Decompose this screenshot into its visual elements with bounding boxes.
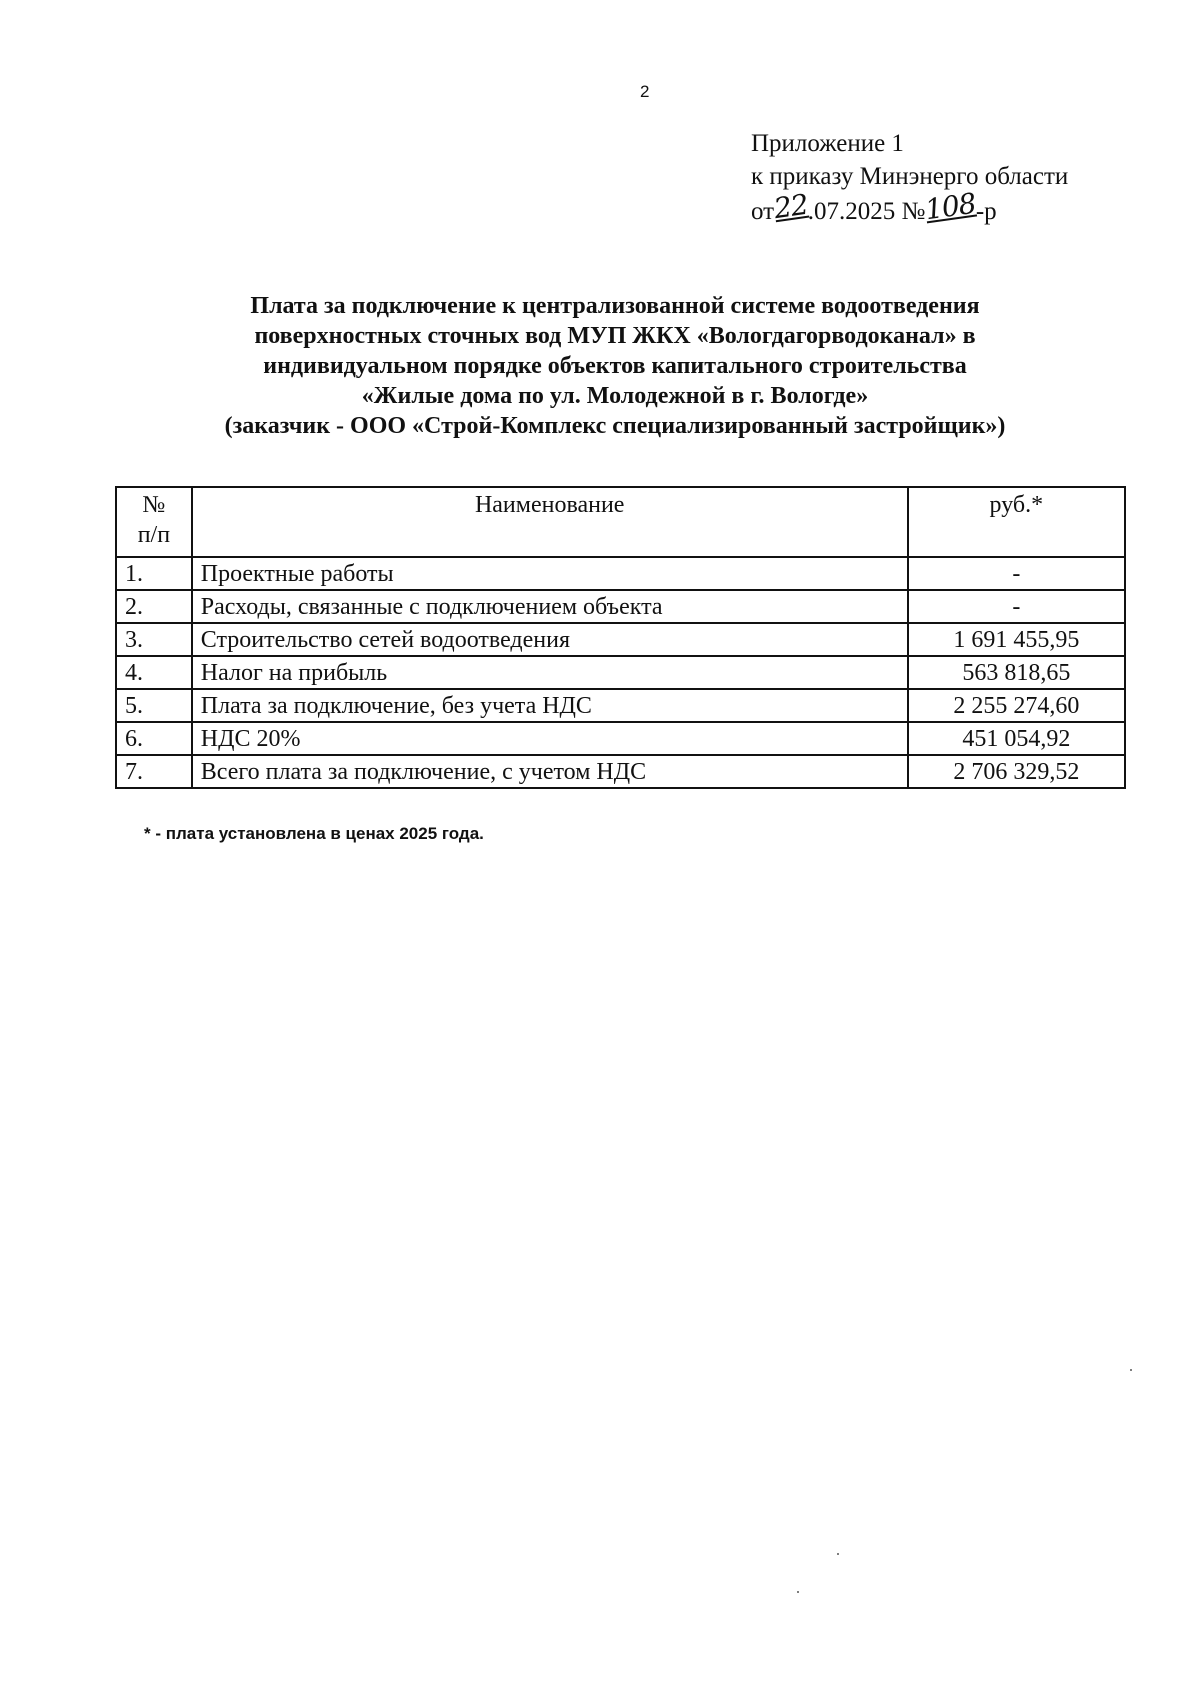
header-rub: руб.*	[908, 487, 1125, 557]
row-value: 2 706 329,52	[908, 755, 1125, 788]
appendix-title: Приложение 1	[751, 130, 904, 157]
header-num-abbr: п/п	[137, 522, 171, 548]
row-name: Строительство сетей водоотведения	[192, 623, 908, 656]
page-number: 2	[640, 82, 650, 101]
appendix-block	[751, 127, 1068, 228]
row-name: Плата за подключение, без учета НДС	[192, 689, 908, 722]
header-num	[116, 487, 192, 557]
row-number: 4.	[116, 656, 192, 689]
title-line: поверхностных сточных вод МУП ЖКХ «Вологдагорводоканал» в	[254, 323, 976, 349]
row-name: Налог на прибыль	[192, 656, 908, 689]
row-value: 563 818,65	[908, 656, 1125, 689]
scan-speck	[837, 1553, 839, 1555]
table-row	[116, 689, 1125, 722]
row-value: 451 054,92	[908, 722, 1125, 755]
handwritten-order-number: 108	[923, 186, 978, 227]
row-name: Всего плата за подключение, с учетом НДС	[192, 755, 908, 788]
scan-speck	[797, 1591, 799, 1593]
appendix-date-line	[751, 186, 1068, 228]
row-value: 2 255 274,60	[908, 689, 1125, 722]
date-rest: .07.2025 №	[807, 198, 926, 225]
row-number: 1.	[116, 557, 192, 590]
title-line: (заказчик - ООО «Строй-Комплекс специализированный застройщик»)	[224, 413, 1006, 439]
row-value: 1 691 455,95	[908, 623, 1125, 656]
table-row	[116, 755, 1125, 788]
row-name: НДС 20%	[192, 722, 908, 755]
handwritten-day: 22	[771, 187, 810, 226]
order-suffix: -р	[975, 198, 997, 225]
title-line: Плата за подключение к централизованной системе водоотведения	[250, 293, 980, 319]
title-line: «Жилые дома по ул. Молодежной в г. Вологде»	[361, 383, 869, 409]
row-value: -	[908, 590, 1125, 623]
table-row	[116, 623, 1125, 656]
row-value: -	[908, 557, 1125, 590]
date-prefix: от	[751, 198, 775, 225]
appendix-order-ref: к приказу Минэнерго области	[751, 163, 1069, 190]
row-number: 5.	[116, 689, 192, 722]
row-number: 7.	[116, 755, 192, 788]
row-number: 6.	[116, 722, 192, 755]
table-row	[116, 656, 1125, 689]
table-header-row	[116, 487, 1125, 557]
table-row	[116, 590, 1125, 623]
row-name: Проектные работы	[192, 557, 908, 590]
fees-table	[115, 486, 1126, 789]
scan-speck	[1130, 1369, 1132, 1371]
document-title	[120, 291, 1110, 441]
table-row	[116, 557, 1125, 590]
table-row	[116, 722, 1125, 755]
header-num-symbol: №	[142, 492, 166, 518]
row-number: 3.	[116, 623, 192, 656]
footnote: * - плата установлена в ценах 2025 года.	[144, 824, 484, 843]
row-number: 2.	[116, 590, 192, 623]
header-name: Наименование	[192, 487, 908, 557]
title-line: индивидуальном порядке объектов капитального строительства	[263, 353, 967, 379]
row-name: Расходы, связанные с подключением объекта	[192, 590, 908, 623]
